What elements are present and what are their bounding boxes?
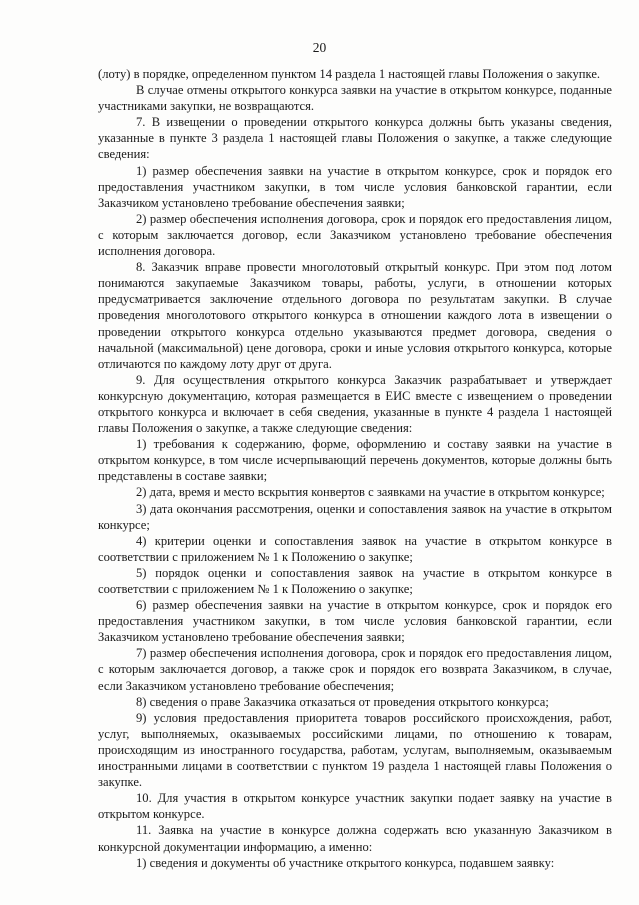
paragraph: 8) сведения о праве Заказчика отказаться от проведения открытого конкурса; <box>136 694 549 709</box>
paragraph: 9. Для осуществления открытого конкурса Заказчик разрабатывает и утверждает конкурсную документацию, которая размещается в ЕИС вместе с извещением о проведении открытого конкурса и включает в себя сведения, указанные в пункте 4 раздела 1 настоящей главы Положения о закупке, а также следующие сведения: <box>98 372 612 436</box>
paragraph: В случае отмены открытого конкурса заявки на участие в открытом конкурсе, поданные участниками закупки, не возвращаются. <box>98 83 612 114</box>
paragraph: 1) сведения и документы об участнике открытого конкурса, подавшем заявку: <box>136 855 555 870</box>
paragraph: 2) размер обеспечения исполнения договора, срок и порядок его предоставления лицом, с которым заключается договор, если Заказчиком установлено требование обеспечения исполнения договора. <box>98 211 612 259</box>
paragraph: (лоту) в порядке, определенном пунктом 14 раздела 1 настоящей главы Положения о закупке. <box>98 67 601 81</box>
paragraph: 5) порядок оценки и сопоставления заявок на участие в открытом конкурсе в соответствии с приложением № 1 к Положению о закупке; <box>98 565 612 596</box>
paragraph: 10. Для участия в открытом конкурсе участник закупки подает заявку на участие в открытом конкурсе. <box>98 791 612 822</box>
paragraph: 6) размер обеспечения заявки на участие в открытом конкурсе, срок и порядок его предоставления участником закупки, в том числе условия банковской гарантии, если Заказчиком установлено требование обеспечения заявки; <box>98 598 612 645</box>
paragraph: 3) дата окончания рассмотрения, оценки и сопоставления заявок на участие в открытом конкурсе; <box>98 501 612 532</box>
page-number: 20 <box>312 40 327 55</box>
paragraph: 11. Заявка на участие в конкурсе должна содержать всю указанную Заказчиком в конкурсной документации информацию, а именно: <box>98 823 612 854</box>
document-body <box>98 66 612 871</box>
paragraph: 1) размер обеспечения заявки на участие в открытом конкурсе, срок и порядок его предоставления участником закупки, в том числе условия банковской гарантии, если Заказчиком установлено требование обеспечения заявки; <box>98 163 612 210</box>
paragraph: 7. В извещении о проведении открытого конкурса должны быть указаны сведения, указанные в пункте 3 раздела 1 настоящей главы Положения о закупке, а также следующие сведения: <box>98 115 612 162</box>
paragraph: 1) требования к содержанию, форме, оформлению и составу заявки на участие в открытом конкурсе, в том числе исчерпывающий перечень документов, которые должны быть представлены в составе заявки; <box>98 437 612 484</box>
paragraph: 9) условия предоставления приоритета товаров российского происхождения, работ, услуг, выполняемых, оказываемых российскими лицами, по отношению к товарам, происходящим из иностранного государства, работам, услугам, выполняемым, оказываемым иностранными лицами в соответствии с пунктом 19 раздела 1 настоящей главы Положения о закупке. <box>98 710 612 790</box>
paragraph: 7) размер обеспечения исполнения договора, срок и порядок его предоставления лицом, с которым заключается договор, а также срок и порядок его возврата Заказчиком, в случае, если Заказчиком установлено требование обеспечения; <box>98 646 612 693</box>
paragraph: 4) критерии оценки и сопоставления заявок на участие в открытом конкурсе в соответствии с приложением № 1 к Положению о закупке; <box>98 533 612 564</box>
paragraph: 8. Заказчик вправе провести многолотовый открытый конкурс. При этом под лотом понимаются закупаемые Заказчиком товары, работы, услуги, в отношении которых предусматривается заключение отдельного договора по результатам закупки. В случае проведения многолотового открытого конкурса в отношении каждого лота в извещении о проведении открытого конкурса отдельно указываются предмет договора, сведения о начальной (максимальной) цене договора, сроки и иные условия открытого конкурса, которые отличаются по каждому лоту друг от друга. <box>98 260 612 371</box>
paragraph: 2) дата, время и место вскрытия конвертов с заявками на участие в открытом конкурсе; <box>136 485 605 500</box>
